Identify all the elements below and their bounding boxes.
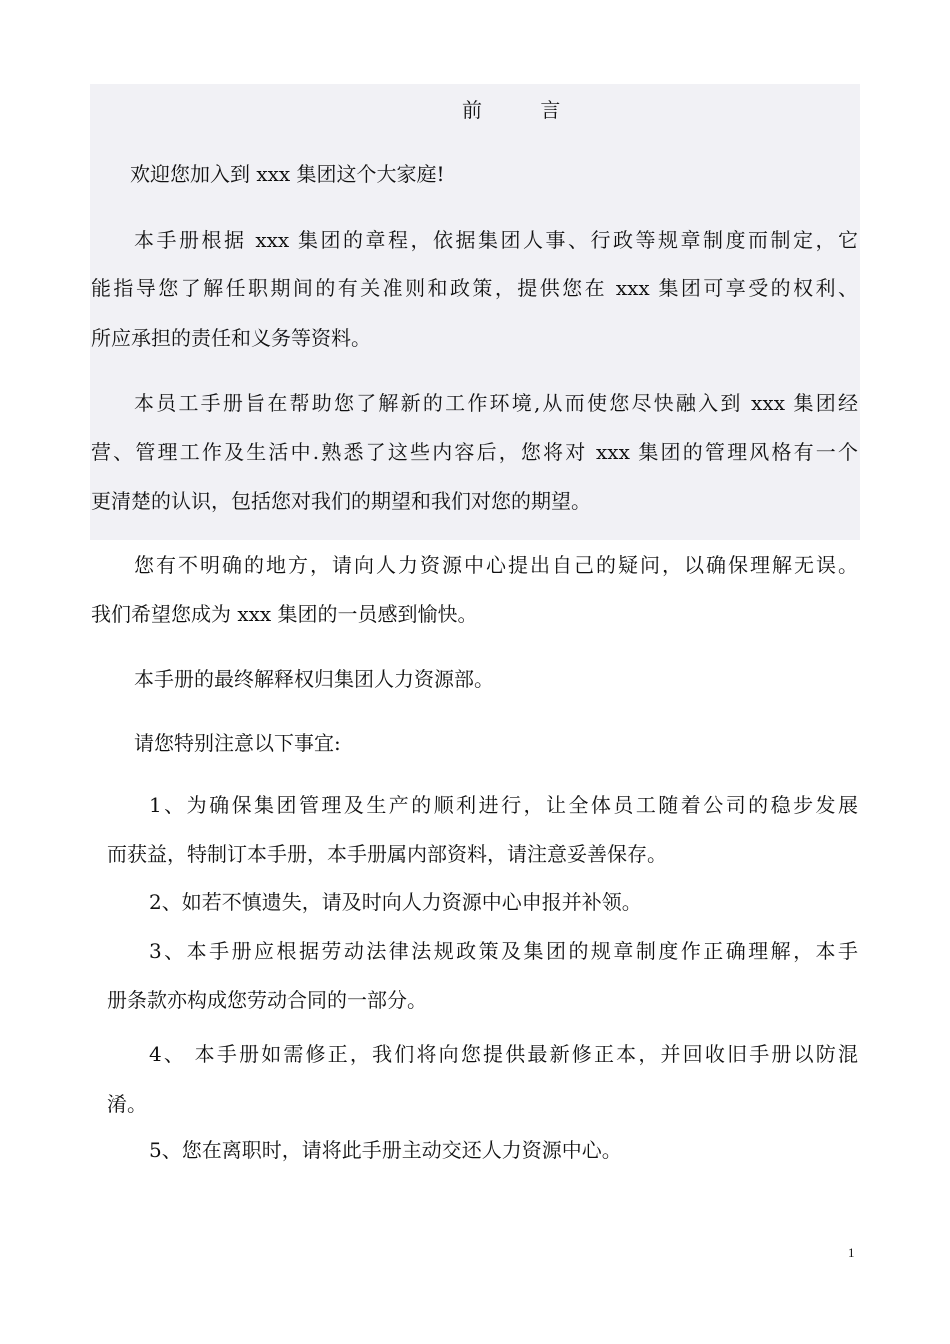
list-item-4-line2: 淆。 [107,1092,147,1116]
list-item-5: 5、您在离职时，请将此手册主动交还人力资源中心。 [149,1138,622,1162]
list-item-2: 2、如若不慎遗失，请及时向人力资源中心申报并补领。 [149,890,642,914]
welcome-text: 欢迎您加入到 xxx 集团这个大家庭! [130,162,445,186]
para2-line2: 营、管理工作及生活中.熟悉了这些内容后，您将对 xxx 集团的管理风格有一个 [91,440,858,464]
list-item-3-line2: 册条款亦构成您劳动合同的一部分。 [107,988,427,1012]
list-item-1-line2: 而获益，特制订本手册，本手册属内部资料，请注意妥善保存。 [107,842,667,866]
highlighted-section [90,84,860,540]
para1-line3: 所应承担的责任和义务等资料。 [91,326,371,350]
list-item-1-line1: 1、为确保集团管理及生产的顺利进行，让全体员工随着公司的稳步发展 [149,793,858,817]
para2-line1: 本员工手册旨在帮助您了解新的工作环境,从而使您尽快融入到 xxx 集团经 [134,391,858,415]
para1-line1: 本手册根据 xxx 集团的章程，依据集团人事、行政等规章制度而制定，它 [134,228,858,252]
list-item-4-line1: 4、 本手册如需修正，我们将向您提供最新修正本，并回收旧手册以防混 [149,1042,858,1066]
page-title: 前 言 [462,98,587,122]
list-item-3-line1: 3、本手册应根据劳动法律法规政策及集团的规章制度作正确理解，本手 [149,939,858,963]
para2-line3: 更清楚的认识，包括您对我们的期望和我们对您的期望。 [91,489,591,513]
interpretation-text: 本手册的最终解释权归集团人力资源部。 [134,667,494,691]
para1-line2: 能指导您了解任职期间的有关准则和政策，提供您在 xxx 集团可享受的权利、 [91,276,858,300]
para3-line2: 我们希望您成为 xxx 集团的一员感到愉快。 [91,602,478,626]
page-number: 1 [848,1245,855,1260]
notice-heading: 请您特别注意以下事宜: [134,731,341,755]
para3-line1: 您有不明确的地方，请向人力资源中心提出自己的疑问，以确保理解无误。 [134,553,858,577]
